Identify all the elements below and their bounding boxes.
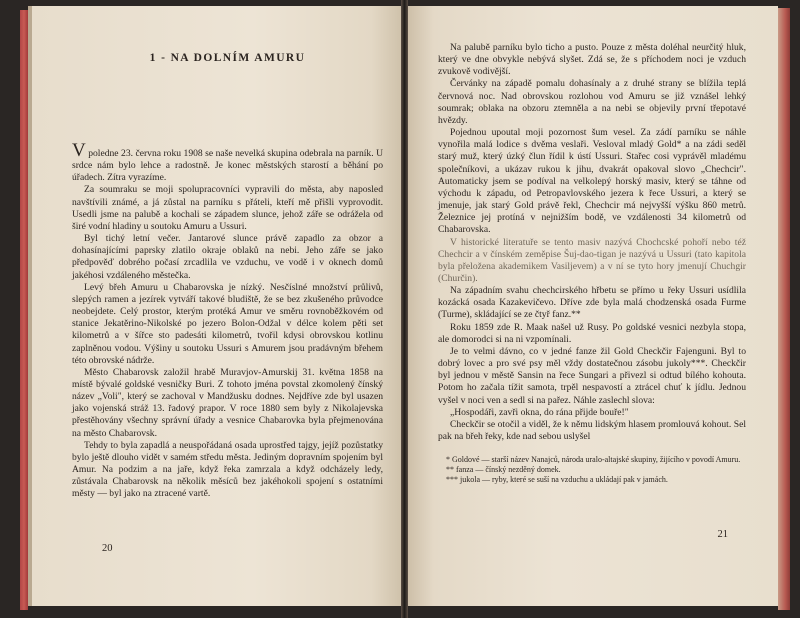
paragraph: Pojednou upoutal moji pozornost šum vesel. Za zádí parníku se náhle vynořila malá lodice s dvěma veslaři. Vesloval mladý Gold* a na zádi seděl starý muž, který úzký člun řídil k ústí Ussuri. Stařec cosi vyprávěl mladému společníkovi, a ukázav rukou k jihu, dvakrát opakoval slovo „Chechcir". Automaticky jsem se podíval na velkolepý horský masiv, který se táhne od východu k západu, od Petropavlovského jezera k řece Ussuri, a který se jmenuje, jak starý Gold právě řekl, Chechcir má nejvyšší výšku 860 metrů. Železnice jej protíná v nejnižším bodě, ve vzdálenosti 34 kilometrů od Chabarovska. bbox=[438, 127, 746, 236]
right-page bbox=[408, 6, 778, 606]
page-number-right: 21 bbox=[717, 529, 728, 540]
paragraph: Roku 1859 zde R. Maak našel už Rusy. Po goldské vesnici nezbyla stopa, ale domorodci si na ni vzpomínali. bbox=[438, 321, 746, 345]
chapter-title: 1 - NA DOLNÍM AMURU bbox=[149, 52, 306, 64]
paragraph: Na západním svahu chechcirského hřbetu se přímo u řeky Ussuri usídlila kozácká osada Kazakevičevo. Dříve zde byla malá chodzenská osada Furme (Turme), skládající se ze čtyř fanz.** bbox=[438, 285, 746, 321]
paragraph: Byl tichý letní večer. Jantarové slunce právě zapadlo za obzor a dohasínajícími paprsky zlatilo okraje oblaků na nebi. Jeho záře se jako předpověď dobrého počasí zrcadlila ve vzduchu, ve vodě i v oknech domů jakéhosi vzdáleného městečka. bbox=[72, 233, 383, 281]
book-gutter bbox=[401, 0, 408, 618]
paragraph: Na palubě parníku bylo ticho a pusto. Pouze z města doléhal neurčitý hluk, který ve dne obvykle nebývá slyšet. Zdá se, že s příchodem noci je vzduch zvukově vodivější. bbox=[438, 42, 746, 78]
footnote: *** jukola — ryby, které se suší na vzduchu a ukládají pak v jamách. bbox=[446, 475, 668, 485]
paragraph-text: poledne 23. června roku 1908 se naše nevelká skupina odebrala na parník. U srdce nám bylo lehce a radostně. Je konec městských starostí a běhání po úřadech. Zítra vyrazíme. bbox=[72, 148, 383, 184]
left-page bbox=[28, 6, 401, 606]
paragraph: Červánky na západě pomalu dohasínaly a z druhé strany se blížila teplá červnová noc. Nad obrovskou rozlohou vod Amuru se již vznášel lehký soumrak; oblaka na obzoru ztemněla a na nebi se objevily první třepotavé hvězdy. bbox=[438, 78, 746, 126]
paragraph: Město Chabarovsk založil hrabě Muravjov-Amurskij 31. května 1858 na místě bývalé goldské vesničky Buri. Z tohoto jména povstal zkomolený čínský název „Voli", který se zachoval v Mandžusku dodnes. Nejdříve zde byl usazen jako vojenská stráž 13. řadový prapor. V roce 1880 sem byly z Nikolajevska přestěhovány všechny správní úřady a vesnice Chabarovka byla přejmenována na město Chabarovsk. bbox=[72, 366, 383, 439]
paragraph: V historické literatuře se tento masiv nazývá Chochcské pohoří nebo též Chechcir a v čínském zeměpise Šuj-dao-tigan je nazývá u Ussuri (tato kapitola byla přeložena akademikem Vasiljevem) a v ní se tyto hory jmenují Chuchgir (Churčin). bbox=[438, 236, 746, 284]
paragraph: Za soumraku se moji spolupracovníci vypravili do města, aby naposled navštívili známé, a já zůstal na parníku s přáteli, kteří mě přišli vyprovodit. Usedli jsme na palubě a kochali se západem slunce, jehož záře se odrážela od širé vodní hladiny u soutoku Amuru a Ussuri. bbox=[72, 184, 383, 232]
paragraph: Levý břeh Amuru u Chabarovska je nízký. Nesčíslné množství průlivů, slepých ramen a jezírek vytváří takové bludiště, že se bez zkušeného průvodce neobejdete. Celý prostor, kterým protéká Amur ve směru rovnoběžkovém od stanice Jekatěrino-Nikolské po jezero Bolon-Odžal v délce kolem pěti set kilometrů a v šířce sto padesáti kilometrů, tvořil kdysi obrovskou kotlinu zaplněnou vodou. Výšiny u soutoku Ussuri s Amurem jsou pradávným břehem této obrovské nádrže. bbox=[72, 281, 383, 366]
book-cover-edge-right bbox=[778, 8, 790, 610]
footnote: * Goldové — starší název Nanajců, národa uralo-altajské skupiny, žijícího v povodí Amuru. bbox=[446, 455, 741, 465]
page-number-left: 20 bbox=[102, 543, 113, 554]
book-cover-edge-left bbox=[20, 10, 28, 610]
footnote: ** fanza — čínský nezděný domek. bbox=[446, 465, 561, 475]
footnotes bbox=[438, 455, 746, 485]
dropcap-letter: V bbox=[72, 140, 86, 161]
paragraph: Tehdy to byla zapadlá a neuspořádaná osada uprostřed tajgy, jejíž pozůstatky bylo ještě dlouho vidět v samém středu města. Jediným dopravním spojením byl Amur. Na podzim a na jaře, když řeka zamrzala a když odcházely ledy, zůstávala Chabarovsk na několik měsíců bez jakéhokoli spojení s ostatními městy — byl jako na ztracené vartě. bbox=[72, 439, 383, 500]
paragraph: Je to velmi dávno, co v jedné fanze žil Gold Checkčir Fajenguni. Byl to dobrý lovec a pro své psy měl vždy dostatečnou zásobu jukoly***. Checkčir byl jednou v městě Sansin na řece Sungari a přivezl si odtud bílého kohouta. Potom ho začala tížit samota, trpěl nespavostí a ztrácel chuť k jídlu. Jednou vyšel v noci ven a sedl si na pařez. Náhle zaslechl slova: bbox=[438, 345, 746, 406]
paragraph: „Hospodáři, zavři okna, do rána přijde bouře!" bbox=[450, 406, 629, 418]
paragraph bbox=[72, 140, 383, 184]
paragraph: Checkčir se otočil a viděl, že k němu lidským hlasem promlouvá kohout. Sel pak na břeh řeky, kde nad sebou uslyšel bbox=[438, 418, 746, 442]
